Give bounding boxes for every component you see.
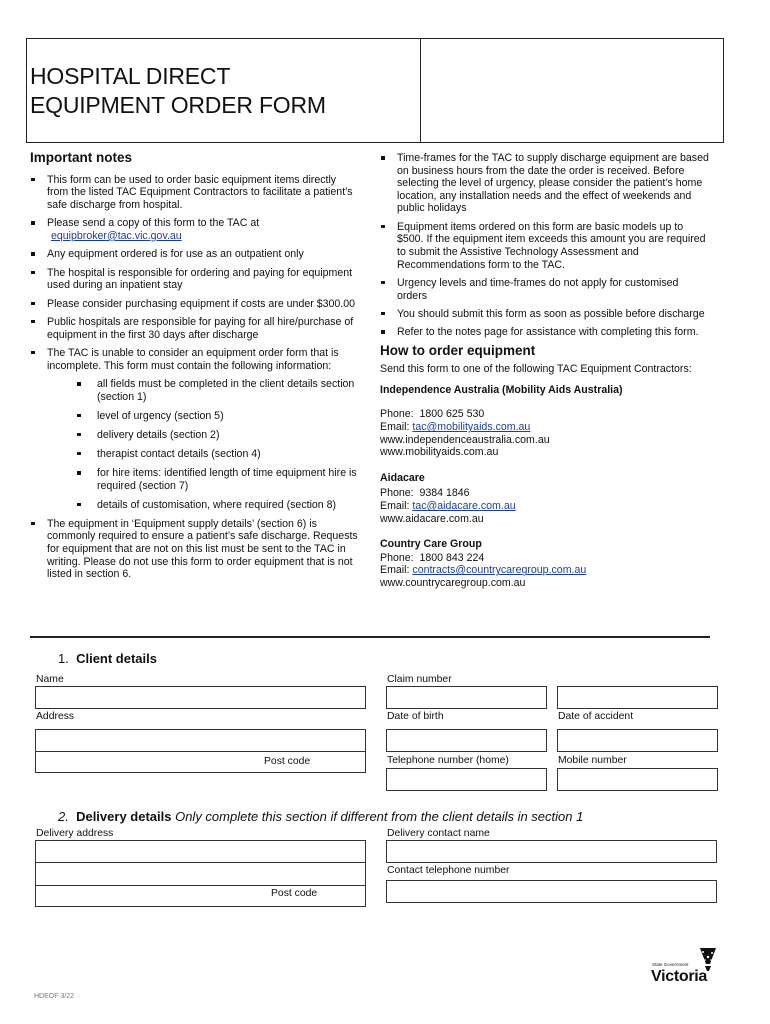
section2-subtitle: Only complete this section if different from the client details in section 1 (175, 809, 584, 824)
delivery-address-divider-1 (36, 862, 365, 863)
section2-title: 2. Delivery details Only complete this section if different from the client details in section 1 (58, 809, 584, 824)
note-item: Urgency levels and time-frames do not apply for customised orders (380, 277, 710, 302)
note-item: Please send a copy of this form to the TAC at equipbroker@tac.vic.gov.au (30, 217, 360, 242)
postcode-label: Post code (264, 756, 311, 767)
sub-item: details of customisation, where required (section 8) (47, 499, 360, 512)
notes-list-continued (380, 152, 710, 339)
contractor-email-link[interactable]: tac@mobilityaids.com.au (412, 421, 531, 434)
contact-telephone-label: Contact telephone number (387, 865, 510, 876)
doa-label: Date of accident (558, 711, 634, 722)
contractor-web[interactable]: www.mobilityaids.com.au (380, 446, 499, 459)
note-item: Public hospitals are responsible for paying for all hire/purchase of equipment in the first 30 days after discharge (30, 316, 360, 341)
note-item: You should submit this form as soon as possible before discharge (380, 308, 710, 321)
doa-field[interactable] (557, 729, 718, 752)
notes-list (30, 174, 360, 581)
sub-item: for hire items: identified length of time equipment hire is required (section 7) (47, 467, 360, 492)
contractor-email-link[interactable]: tac@aidacare.com.au (412, 500, 516, 513)
contractor-name: Independence Australia (Mobility Aids Australia) (380, 383, 623, 396)
form-code: HDEOF 3/22 (34, 993, 75, 1000)
sub-item: therapist contact details (section 4) (47, 448, 360, 461)
contractor-email: Email: tac@mobilityaids.com.au (380, 421, 531, 434)
address-field-divider (36, 751, 365, 752)
delivery-address-label: Delivery address (36, 828, 114, 839)
note-item: Refer to the notes page for assistance with completing this form. (380, 326, 710, 339)
dob-label: Date of birth (387, 711, 444, 722)
note-item: Equipment items ordered on this form are basic models up to $500. If the equipment item exceeds this amount you are required to submit the Assistive Technology Assessment and Recommendations form to the TAC. (380, 221, 710, 271)
contractor-web[interactable]: www.countrycaregroup.com.au (380, 577, 526, 590)
form-title-line2: EQUIPMENT ORDER FORM (30, 92, 326, 118)
contractor-name: Country Care Group (380, 538, 482, 551)
how-to-order-heading: How to order equipment (380, 342, 536, 358)
note-item: The equipment in ‘Equipment supply details’ (section 6) is commonly required to ensure a patient’s safe discharge. Requests for equipment that are not on this list must be sent to the TAC in writing. Please do not use this form to order equipment that is not listed in section 6. (30, 518, 360, 581)
claim-number-field-b[interactable] (557, 686, 718, 709)
mobile-label: Mobile number (558, 755, 627, 766)
contractor-country-care (380, 538, 710, 589)
state-government-text: State Government (652, 962, 689, 967)
contractor-name: Aidacare (380, 471, 425, 484)
section1-title: 1. Client details (58, 651, 157, 666)
note-item: Any equipment ordered is for use as an outpatient only (30, 248, 360, 261)
delivery-postcode-label: Post code (271, 888, 318, 899)
mobile-field[interactable] (557, 768, 718, 791)
note-item: Time-frames for the TAC to supply discharge equipment are based on business hours from the date the order is received. Before selecting the level of urgency, please consider the patient’s home location, any installation needs and the effect of weekends and public holidays (380, 152, 710, 215)
tel-home-field[interactable] (386, 768, 547, 791)
order-intro: Send this form to one of the following TAC Equipment Contractors: (380, 363, 692, 376)
dob-field[interactable] (386, 729, 547, 752)
claim-number-field-a[interactable] (386, 686, 547, 709)
address-label: Address (36, 711, 75, 722)
sub-item: delivery details (section 2) (47, 429, 360, 442)
note-item: This form can be used to order basic equipment items directly from the listed TAC Equipment Contractors to facilitate a patient’s safe discharge from hospital. (30, 174, 360, 212)
contractor-web[interactable]: www.aidacare.com.au (380, 512, 484, 525)
sub-item: all fields must be completed in the client details section (section 1) (47, 378, 360, 403)
tac-email-link[interactable]: equipbroker@tac.vic.gov.au (51, 229, 182, 242)
name-label: Name (36, 674, 64, 685)
sub-item: level of urgency (section 5) (47, 410, 360, 423)
form-title-line1: HOSPITAL DIRECT (30, 63, 231, 89)
delivery-contact-name-label: Delivery contact name (387, 828, 490, 839)
note-item: The hospital is responsible for ordering and paying for equipment used during an inpatient stay (30, 267, 360, 292)
note-item: Please consider purchasing equipment if costs are under $300.00 (30, 298, 360, 311)
section-divider (30, 636, 710, 638)
important-notes-heading: Important notes (30, 150, 133, 165)
delivery-address-divider-2 (36, 885, 365, 886)
delivery-contact-name-field[interactable] (386, 840, 717, 863)
required-info-list (47, 378, 360, 511)
important-notes (30, 152, 360, 587)
contact-telephone-field[interactable] (386, 880, 717, 903)
contractor-phone: Phone: 9384 1846 (380, 487, 470, 500)
contractor-web[interactable]: www.independenceaustralia.com.au (380, 433, 550, 446)
form-title (30, 62, 410, 120)
tel-home-label: Telephone number (home) (387, 755, 509, 766)
title-divider (420, 38, 421, 143)
contractor-phone: Phone: 1800 843 224 (380, 551, 485, 564)
victoria-text: Victoria (651, 968, 707, 985)
claim-number-label: Claim number (387, 674, 452, 685)
note-item: The TAC is unable to consider an equipment order form that is incomplete. This form must contain the following information: all fields must be completed in the client details section (section 1) level of urgency (section 5) delivery details (section 2) therapist contact details (section 4) for hire items: identified length of time equipment hire is required (section 7) details of customisation, where required (section 8) (30, 347, 360, 511)
contractor-phone: Phone: 1800 625 530 (380, 408, 485, 421)
contractor-email: Email: contracts@countrycaregroup.com.au (380, 564, 587, 577)
contractor-aidacare (380, 472, 710, 525)
right-column (380, 152, 710, 590)
contractor-email-link[interactable]: contracts@countrycaregroup.com.au (412, 564, 587, 577)
contractor-independence (380, 384, 710, 459)
name-field[interactable] (35, 686, 366, 709)
contractor-email: Email: tac@aidacare.com.au (380, 500, 516, 513)
